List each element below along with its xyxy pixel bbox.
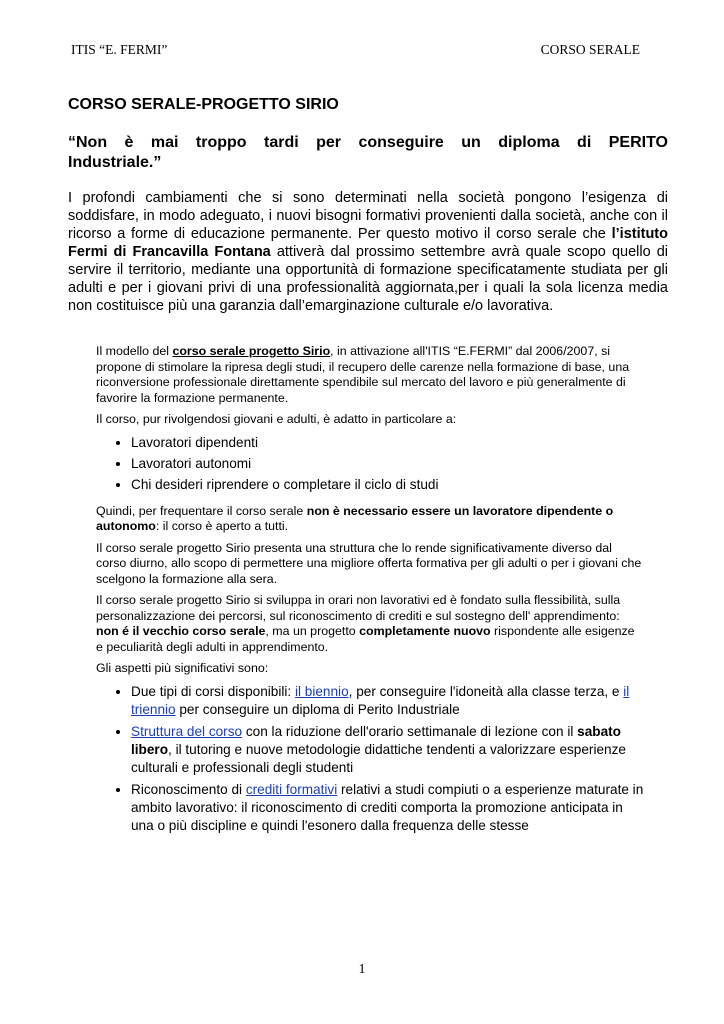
target-list <box>96 434 644 494</box>
model-text-pre: Il modello del <box>96 344 173 358</box>
list-item <box>131 683 644 719</box>
triennio-link[interactable]: il triennio <box>131 683 630 717</box>
open-to-all-paragraph <box>96 504 644 535</box>
flex-bold-1: non é il vecchio corso serale <box>96 624 266 638</box>
document-title: CORSO SERALE-PROGETTO SIRIO <box>68 96 339 113</box>
course-structure-link[interactable]: Struttura del corso <box>131 723 243 739</box>
list-item: • Lavoratori dipendenti <box>131 434 644 452</box>
aspect3-text-post: relativi a studi compiuti o a esperienze maturate in ambito lavorativo: il riconoscimento di crediti comporta la promozione anticipata in una o più discipline e quindi l'esonero dalla frequenza delle stesse <box>131 781 644 833</box>
subtitle-line-2: Industriale.” <box>68 154 162 171</box>
header-course-name: CORSO SERALE <box>540 42 640 57</box>
flex-text-post: rispondente alle esigenze e peculiarità degli adulti in apprendimento. <box>96 624 635 654</box>
flex-text-mid: , ma un progetto <box>265 624 360 638</box>
list-item <box>131 723 644 777</box>
subtitle-line-1: “Non è mai troppo tardi per conseguire un diploma di PERITO <box>68 134 668 151</box>
list-item <box>131 781 644 835</box>
aspect2-bold: sabato libero <box>131 723 621 757</box>
flex-bold-2: completamente nuovo <box>359 624 491 638</box>
intro-text-2: attiverà dal prossimo settembre avrà quale scopo quello di servire il territorio, mediante una opportunità di formazione specificatamente studiata per gli adulti e per i giovani privi di una professionalità aggiornata,per i quali la sola licenza media non costituisce più una garanzia dall’emarginazione culturale e/o lavorativa. <box>68 244 669 314</box>
open-text-pre: Quindi, per frequentare il corso serale <box>96 503 307 518</box>
credits-link[interactable]: crediti formativi <box>245 781 338 797</box>
intro-text-1: I profondi cambiamenti che si sono determinati nella società pongono l’esigenza di soddisfare, in modo adeguato, i nuovi bisogni formativi provenienti dalla società, anche con il ricorso a forme di educazione permanente. Per questo motivo il corso serale che <box>68 190 668 242</box>
document-subtitle <box>68 133 668 173</box>
biennio-link[interactable]: il biennio <box>294 683 349 699</box>
aspect1-text-mid: , per conseguire l'idoneità alla classe terza, e <box>348 683 624 699</box>
aspect1-text-post: per conseguire un diploma di Perito Industriale <box>175 701 460 717</box>
header-school-name: ITIS “E. FERMI” <box>71 42 168 57</box>
intro-paragraph <box>68 189 668 315</box>
flexibility-paragraph <box>96 593 644 655</box>
list-item: • Chi desideri riprendere o completare il ciclo di studi <box>131 476 644 494</box>
page-number: 1 <box>358 962 366 977</box>
aspect2-text-mid: con la riduzione dell'orario settimanale di lezione con il <box>242 723 578 739</box>
open-bold: non è necessario essere un lavoratore dipendente o autonomo <box>96 503 614 533</box>
aspect2-text-post: , il tutoring e nuove metodologie didattiche tendenti a valorizzare esperienze culturali e professionali degli studenti <box>131 741 626 775</box>
aspects-intro-paragraph: Gli aspetti più significativi sono: <box>96 661 269 675</box>
structure-paragraph: Il corso serale progetto Sirio presenta una struttura che lo rende significativamente diverso dal corso diurno, allo scopo di permettere una migliore offerta formativa per gli adulti o per i giovani che scelgono la formazione alla sera. <box>96 540 642 586</box>
flex-text-pre: Il corso serale progetto Sirio si sviluppa in orari non lavorativi ed è fondato sulla flessibilità, sulla personalizzazione dei percorsi, sul riconoscimento di crediti e sul sostegno dell' apprendimento: <box>96 593 621 623</box>
model-paragraph <box>96 344 644 406</box>
intro-bold-institute: l’istituto Fermi di Francavilla Fontana <box>68 226 668 260</box>
open-text-post: : il corso è aperto a tutti. <box>155 519 289 533</box>
model-text-post: , in attivazione all'ITIS “E.FERMI” dal 2006/2007, si propone di stimolare la ripresa degli studi, il recupero delle carenze nella formazione di base, una riconversione professionale direttamente spendibile sul mercato del lavoro e più generalmente di favorire la formazione permanente. <box>96 344 630 405</box>
model-bold-link: corso serale progetto Sirio <box>172 344 331 358</box>
aspect1-text-pre: Due tipi di corsi disponibili: <box>131 683 295 699</box>
course-description-section <box>96 344 644 845</box>
aspect3-text-pre: Riconoscimento di <box>131 781 246 797</box>
target-intro-paragraph: Il corso, pur rivolgendosi giovani e adulti, è adatto in particolare a: <box>96 412 457 426</box>
aspects-list <box>96 683 644 835</box>
list-item: • Lavoratori autonomi <box>131 455 644 473</box>
page-header <box>71 42 640 62</box>
document-body <box>68 95 668 315</box>
